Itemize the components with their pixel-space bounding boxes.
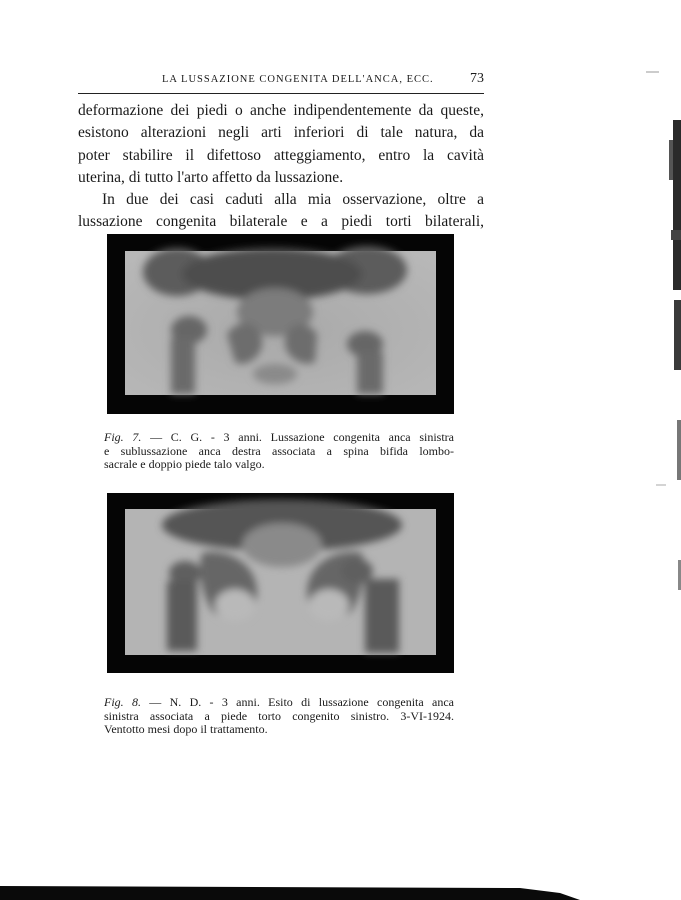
figure-label: Fig. 7. (104, 430, 142, 444)
running-title: LA LUSSAZIONE CONGENITA DELL'ANCA, ECC. (162, 74, 434, 85)
caption-line: sinistra associata a piede torto congenito sinistro. 3-VI-1924. (104, 708, 454, 723)
header-rule (78, 93, 484, 94)
scan-bottom-band (0, 884, 681, 900)
caption-text: — C. G. - 3 anni. Lussazione congenita anca sinistra (150, 430, 454, 444)
running-header (78, 71, 484, 92)
text-line: esistono alterazioni negli arti inferiori di tale natura, da (78, 124, 484, 142)
caption-line: Ventotto mesi dopo il trattamento. (104, 722, 268, 736)
caption-line: sacrale e doppio piede talo valgo. (104, 457, 265, 471)
text-line: poter stabilire il difettoso atteggiamento, entro la cavità (78, 146, 484, 164)
page-number: 73 (470, 71, 484, 86)
scan-edge-artifacts (621, 0, 681, 900)
text-line: In due dei casi caduti alla mia osservazione, oltre a (102, 191, 484, 209)
caption-line: e sublussazione anca destra associata a spina bifida lombo- (104, 443, 454, 458)
caption-line (104, 431, 454, 445)
caption-text: — N. D. - 3 anni. Esito di lussazione congenita anca (149, 695, 454, 709)
body-text (78, 100, 484, 234)
text-line: uterina, di tutto l'arto affetto da lussazione. (78, 168, 344, 186)
figure-8-radiograph (107, 493, 454, 673)
figure-8-caption (104, 696, 454, 737)
caption-line (104, 696, 454, 710)
radiograph-image (107, 234, 454, 414)
figure-7-radiograph (107, 234, 454, 414)
figure-label: Fig. 8. (104, 695, 141, 709)
figure-7-caption (104, 431, 454, 472)
text-line: deformazione dei piedi o anche indipendentemente da queste, (78, 102, 484, 119)
radiograph-image (107, 493, 454, 673)
text-line: lussazione congenita bilaterale e a piedi torti bilaterali, (78, 213, 484, 231)
